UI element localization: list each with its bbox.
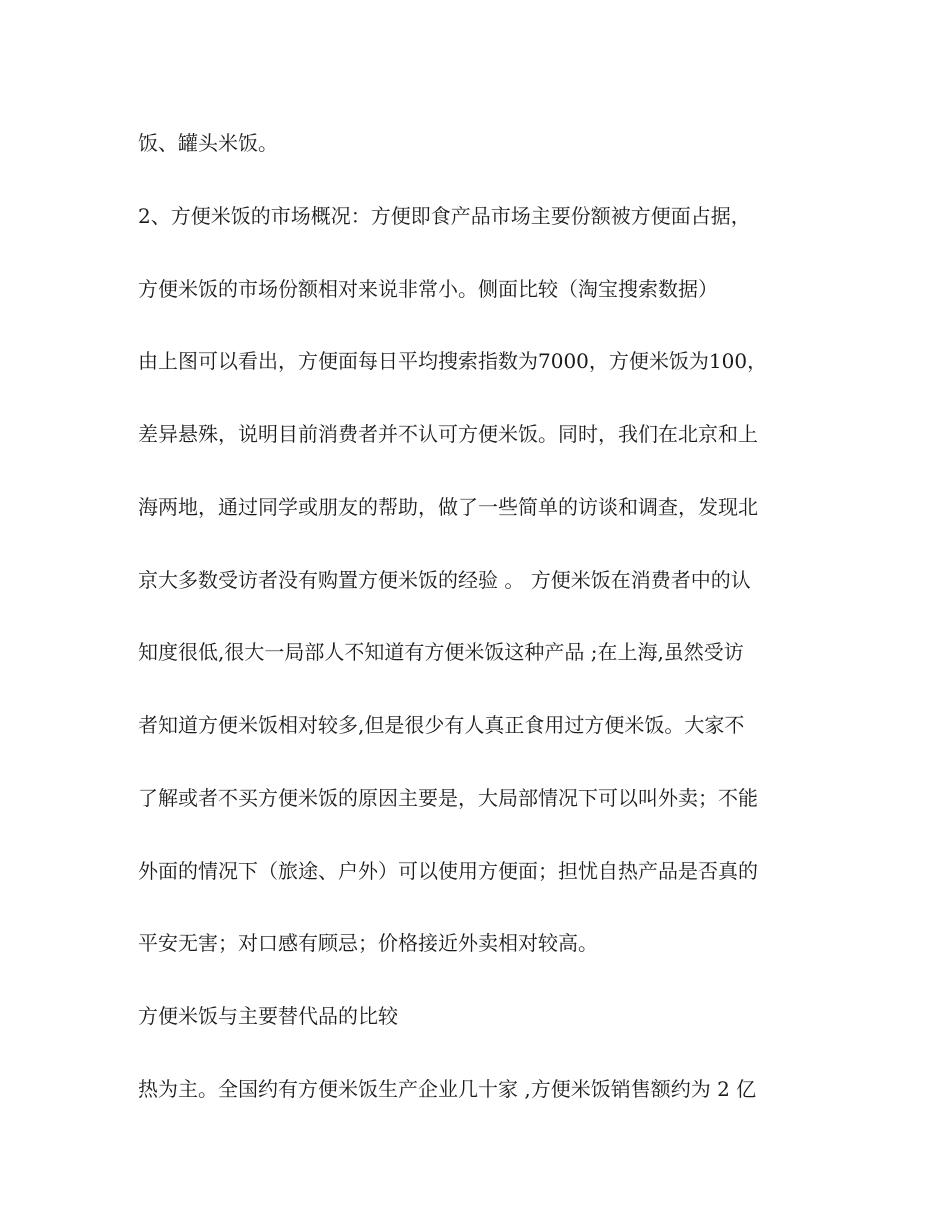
text-line: 由上图可以看出，方便面每日平均搜索指数为7000，方便米饭为100，	[138, 349, 768, 373]
text-line: 海两地，通过同学或朋友的帮助，做了一些简单的访谈和调查，发现北	[138, 495, 758, 519]
text-line: 差异悬殊，说明目前消费者并不认可方便米饭。同时，我们在北京和上	[138, 422, 758, 446]
text-line: 热为主。全国约有方便米饭生产企业几十家 ,方便米饭销售额约为 2 亿	[138, 1077, 757, 1101]
text-line: 2、方便米饭的市场概况：方便即食产品市场主要份额被方便面占据，	[138, 204, 751, 228]
section-heading: 方便米饭与主要替代品的比较	[138, 1004, 398, 1028]
text-line: 方便米饭的市场份额相对来说非常小。侧面比较（淘宝搜索数据）	[138, 277, 718, 301]
text-line: 知度很低,很大一局部人不知道有方便米饭这种产品 ;在上海,虽然受访	[138, 640, 744, 664]
text-line: 者知道方便米饭相对较多,但是很少有人真正食用过方便米饭。大家不	[138, 713, 745, 737]
text-line: 京大多数受访者没有购置方便米饭的经验 。 方便米饭在消费者中的认	[138, 568, 751, 592]
text-line: 了解或者不买方便米饭的原因主要是，大局部情况下可以叫外卖；不能	[138, 786, 758, 810]
text-line: 饭、罐头米饭。	[138, 131, 278, 155]
text-line: 平安无害；对口感有顾忌；价格接近外卖相对较高。	[138, 931, 598, 955]
text-line: 外面的情况下（旅途、户外）可以使用方便面；担忧自热产品是否真的	[138, 859, 758, 883]
